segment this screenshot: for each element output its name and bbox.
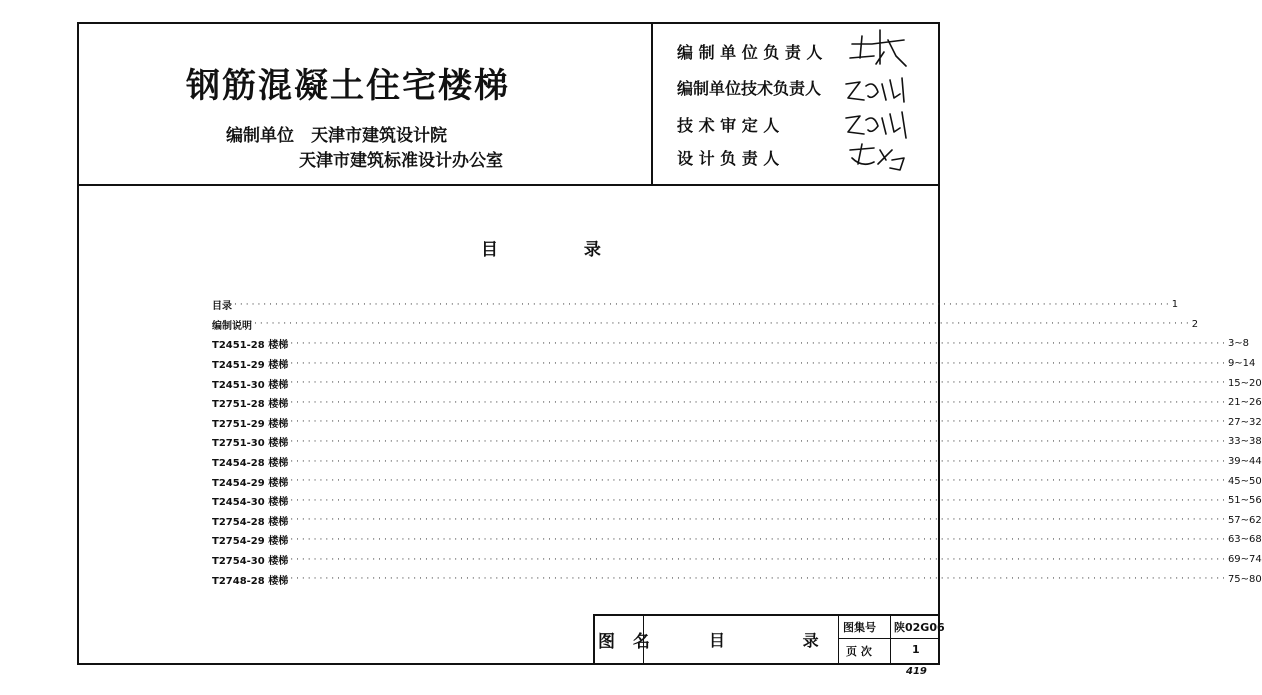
toc-title: 目 录 bbox=[481, 240, 641, 260]
toc-entry-label: T2451-30 楼梯 bbox=[212, 379, 289, 391]
page-label: 页 次 bbox=[846, 645, 872, 658]
toc-entry-page: 39~44 bbox=[1227, 456, 1262, 468]
toc-entry-page: 9~14 bbox=[1227, 358, 1256, 370]
toc-entry-page: 2 bbox=[1191, 318, 1199, 330]
toc-entry-label: T2754-30 楼梯 bbox=[212, 556, 289, 568]
toc-leader-dots: ································································································································································ bbox=[290, 417, 1228, 428]
table-of-contents bbox=[212, 295, 1262, 589]
toc-entry bbox=[212, 491, 1262, 511]
toc-entry-page: 3~8 bbox=[1227, 338, 1250, 350]
toc-entry bbox=[212, 295, 1179, 315]
toc-entry bbox=[212, 334, 1250, 354]
toc-leader-dots: ································································································································································ bbox=[290, 495, 1228, 506]
toc-entry-page: 15~20 bbox=[1227, 377, 1262, 389]
toc-entry-page: 75~80 bbox=[1227, 573, 1262, 585]
toc-entry-page: 21~26 bbox=[1227, 397, 1262, 409]
toc-entry-label: T2454-30 楼梯 bbox=[212, 497, 289, 509]
page-value: 1 bbox=[912, 643, 920, 656]
toc-entry bbox=[212, 471, 1262, 491]
toc-leader-dots: ································································································································································ bbox=[290, 436, 1228, 447]
toc-entry-label: T2748-28 楼梯 bbox=[212, 575, 289, 587]
toc-entry bbox=[212, 569, 1262, 589]
toc-entry-page: 63~68 bbox=[1227, 534, 1262, 546]
handwritten-signatures bbox=[0, 0, 1024, 200]
toc-leader-dots: ································································································································································ bbox=[254, 319, 1192, 330]
toc-entry-label: T2751-28 楼梯 bbox=[212, 399, 289, 411]
toc-leader-dots: ································································································································································ bbox=[290, 397, 1228, 408]
toc-entry-label: T2454-29 楼梯 bbox=[212, 477, 289, 489]
compiling-unit-label: 编制单位 bbox=[226, 126, 294, 146]
toc-entry bbox=[212, 393, 1262, 413]
toc-entry-label: T2451-28 楼梯 bbox=[212, 340, 289, 352]
toc-entry bbox=[212, 354, 1256, 374]
title-block-divider bbox=[890, 614, 891, 665]
toc-leader-dots: ································································································································································ bbox=[290, 554, 1228, 565]
toc-entry bbox=[212, 452, 1262, 472]
toc-leader-dots: ································································································································································ bbox=[290, 574, 1228, 585]
drawing-name-value: 目 录 bbox=[709, 631, 855, 650]
page-number: 419 bbox=[906, 666, 927, 677]
toc-leader-dots: ································································································································································ bbox=[290, 456, 1228, 467]
toc-entry bbox=[212, 432, 1262, 452]
drawing-name-label: 图 名 bbox=[598, 632, 656, 652]
toc-entry-label: T2751-29 楼梯 bbox=[212, 418, 289, 430]
toc-leader-dots: ································································································································································ bbox=[290, 358, 1228, 369]
role-design-lead: 设 计 负 责 人 bbox=[677, 149, 780, 168]
toc-entry-label: T2754-28 楼梯 bbox=[212, 516, 289, 528]
toc-leader-dots: ································································································································································ bbox=[290, 515, 1228, 526]
toc-entry-page: 1 bbox=[1171, 299, 1179, 311]
toc-entry-label: T2454-28 楼梯 bbox=[212, 458, 289, 470]
toc-leader-dots: ································································································································································ bbox=[234, 299, 1172, 310]
toc-entry bbox=[212, 550, 1262, 570]
toc-leader-dots: ································································································································································ bbox=[290, 338, 1228, 349]
toc-entry-page: 51~56 bbox=[1227, 495, 1262, 507]
toc-entry-page: 45~50 bbox=[1227, 475, 1262, 487]
role-unit-head: 编 制 单 位 负 责 人 bbox=[677, 43, 823, 62]
toc-entry bbox=[212, 373, 1262, 393]
toc-entry-page: 57~62 bbox=[1227, 514, 1262, 526]
toc-entry-label: 目录 bbox=[212, 301, 232, 313]
toc-leader-dots: ································································································································································ bbox=[290, 378, 1228, 389]
toc-entry-page: 69~74 bbox=[1227, 554, 1262, 566]
toc-entry bbox=[212, 413, 1262, 433]
compiling-unit-1: 天津市建筑设计院 bbox=[311, 126, 447, 146]
toc-leader-dots: ································································································································································ bbox=[290, 476, 1228, 487]
toc-entry-label: 编制说明 bbox=[212, 320, 252, 332]
toc-entry-page: 33~38 bbox=[1227, 436, 1262, 448]
toc-entry bbox=[212, 315, 1199, 335]
document-title: 钢筋混凝土住宅楼梯 bbox=[186, 66, 510, 106]
toc-entry-page: 27~32 bbox=[1227, 416, 1262, 428]
toc-entry-label: T2754-29 楼梯 bbox=[212, 536, 289, 548]
toc-entry bbox=[212, 511, 1262, 531]
role-technical-reviewer: 技 术 审 定 人 bbox=[677, 116, 780, 135]
toc-leader-dots: ································································································································································ bbox=[290, 534, 1228, 545]
toc-entry-label: T2751-30 楼梯 bbox=[212, 438, 289, 450]
atlas-number-value: 陕02G06 bbox=[894, 621, 945, 634]
toc-entry bbox=[212, 530, 1262, 550]
toc-entry-label: T2451-29 楼梯 bbox=[212, 360, 289, 372]
compiling-unit-2: 天津市建筑标准设计办公室 bbox=[299, 151, 503, 171]
role-technical-head: 编制单位技术负责人 bbox=[677, 79, 822, 98]
atlas-number-label: 图集号 bbox=[843, 621, 876, 634]
